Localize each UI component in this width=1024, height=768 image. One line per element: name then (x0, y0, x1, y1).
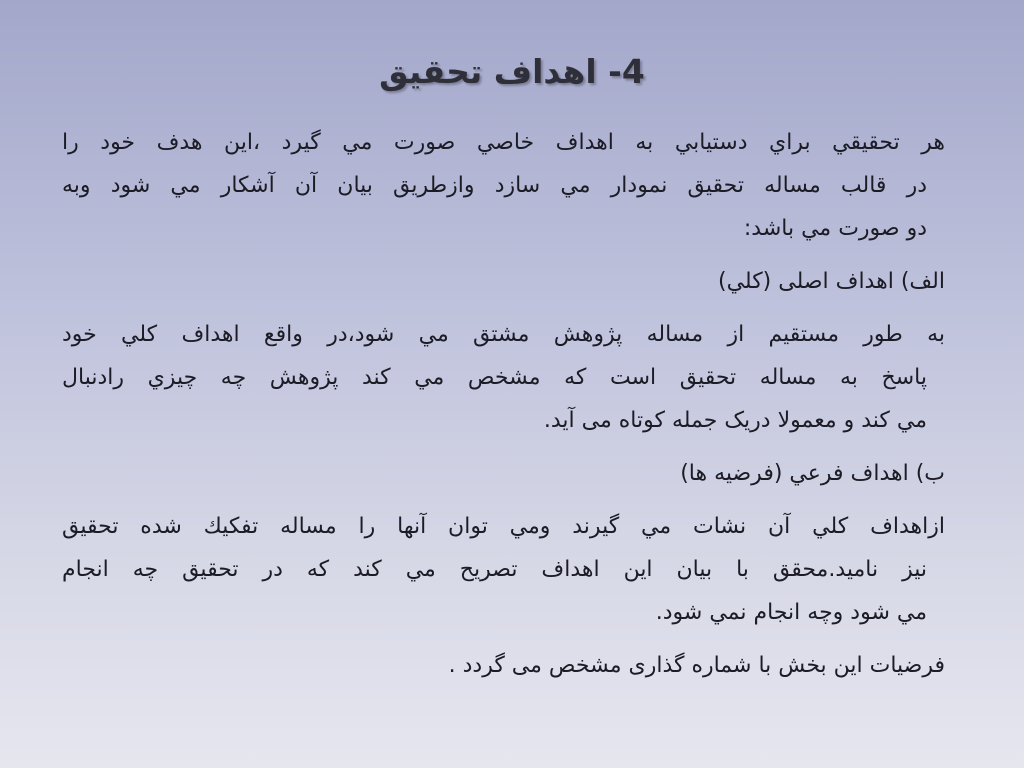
paragraph-line: مي كند و معمولا دریک جمله کوتاه می آید. (543, 408, 927, 433)
paragraph-main-goals (62, 313, 945, 442)
paragraph-research-goals-intro (62, 121, 945, 250)
slide-body (62, 121, 945, 687)
paragraph-line: فرضيات اين بخش با شماره گذاری مشخص می گردد . (448, 653, 945, 678)
paragraph-line: مي شود وچه انجام نمي شود. (655, 600, 927, 625)
paragraph-line: ب) اهداف فرعي (فرضيه ها) (680, 461, 945, 486)
paragraph-line: در قالب مساله تحقيق نمودار مي سازد وازطريق بيان آن آشكار مي شود وبه (62, 173, 927, 198)
paragraph-line: دو صورت مي باشد: (743, 216, 927, 241)
paragraph-line: به طور مستقيم از مساله پژوهش مشتق مي شود،در واقع اهداف كلي خود (62, 322, 945, 347)
heading-sub-goals (62, 452, 945, 495)
paragraph-line: نيز ناميد.محقق با بيان اين اهداف تصريح مي كند كه در تحقيق چه انجام (62, 557, 927, 582)
paragraph-line: ازاهداف كلي آن نشات مي گيرند ومي توان آنها را مساله تفكيك شده تحقيق (62, 514, 945, 539)
paragraph-line: پاسخ به مساله تحقيق است كه مشخص مي كند پژوهش چه چيزي رادنبال (62, 365, 927, 390)
paragraph-line: هر تحقيقي براي دستيابي به اهداف خاصي صورت مي گيرد ،اين هدف خود را (62, 130, 945, 155)
slide-title: 4- اهداف تحقيق (379, 52, 645, 91)
paragraph-hypotheses-note (62, 644, 945, 687)
paragraph-sub-goals (62, 505, 945, 634)
paragraph-line: الف) اهداف اصلی (كلي) (717, 269, 945, 294)
heading-main-goals (62, 260, 945, 303)
